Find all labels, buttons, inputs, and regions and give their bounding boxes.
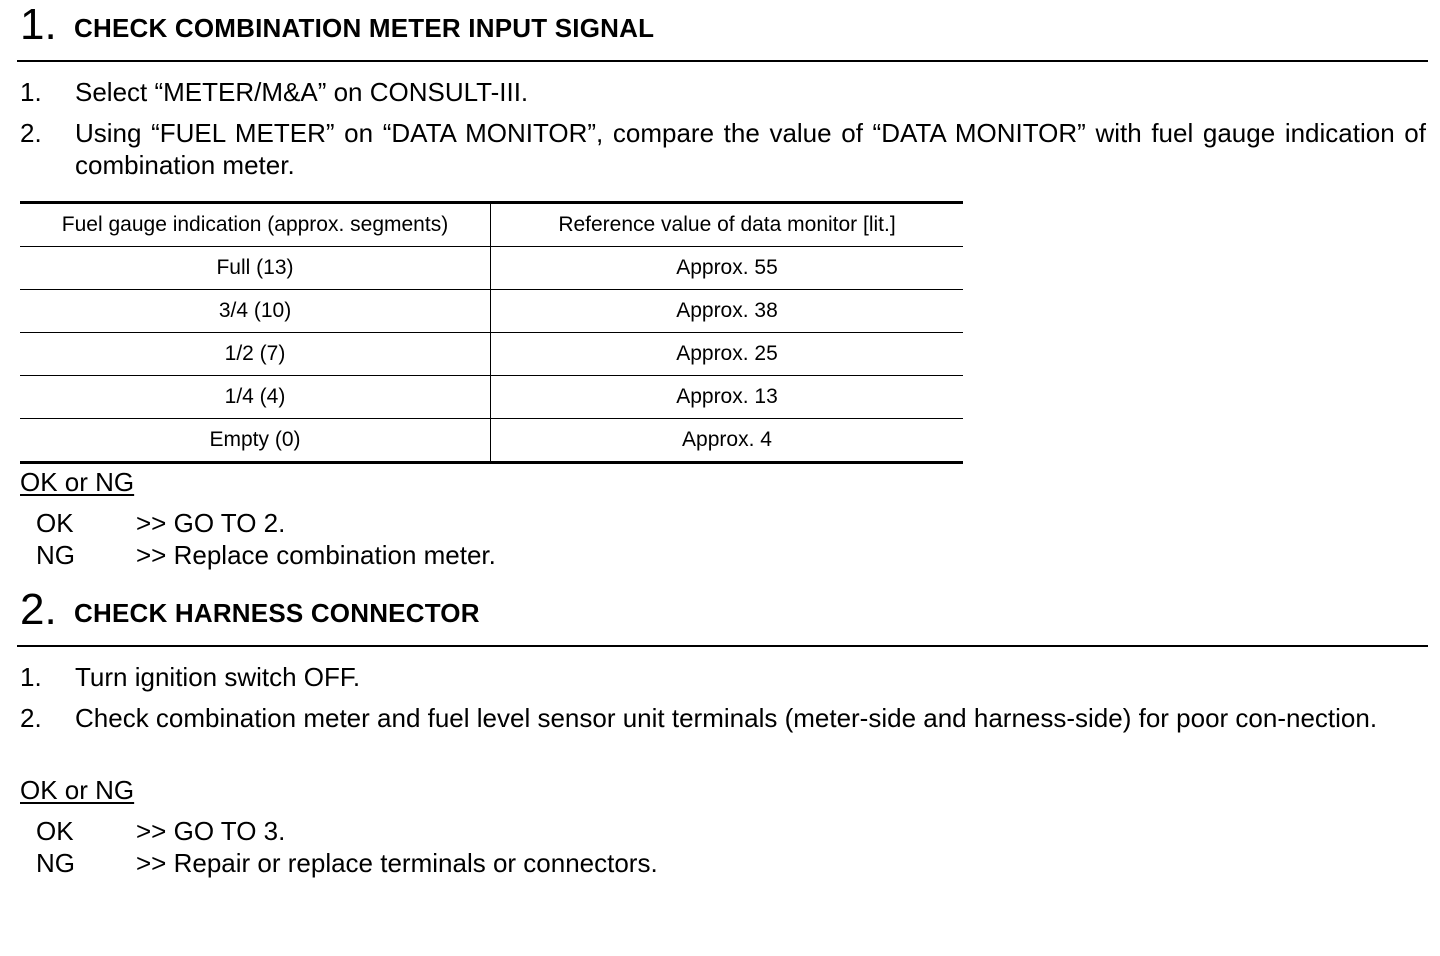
item-number: 2. [20,118,42,148]
item-text: Check combination meter and fuel level sensor unit terminals (meter-side and harness-side) for poor con-nection. [75,703,1378,733]
result-value: >> GO TO 2. [136,508,286,538]
result-key: OK [36,508,74,538]
table-cell: Full (13) [20,247,491,290]
table-cell: 3/4 (10) [20,290,491,333]
table-row [20,419,963,463]
table-cell: Approx. 55 [491,247,964,290]
step-1-number: 1. [20,0,57,49]
item-number: 1. [20,662,42,692]
step-1-title: CHECK COMBINATION METER INPUT SIGNAL [74,13,655,43]
table-cell: Approx. 38 [491,290,964,333]
item-text: Turn ignition switch OFF. [75,662,361,692]
ok-or-ng-label: OK or NG [20,467,135,497]
step-1-rule [17,60,1428,62]
table-cell: 1/2 (7) [20,333,491,376]
table-row [20,376,963,419]
result-value: >> Replace combination meter. [136,540,496,570]
table-cell: 1/4 (4) [20,376,491,419]
table-cell: Approx. 13 [491,376,964,419]
result-value: >> Repair or replace terminals or connectors. [136,848,658,878]
step-2-rule [17,645,1428,647]
step-2-heading [20,586,1428,636]
result-key: NG [36,848,75,878]
table-cell: Empty (0) [20,419,491,463]
table-row [20,333,963,376]
step-2-number: 2. [20,585,57,634]
step-1-heading [20,1,1428,51]
table-row [20,290,963,333]
ok-or-ng-label: OK or NG [20,775,135,805]
item-text: Using “FUEL METER” on “DATA MONITOR”, compare the value of “DATA MONITOR” with fuel gauge indication of combination meter. [75,118,1426,180]
result-value: >> GO TO 3. [136,816,286,846]
table-header-cell: Fuel gauge indication (approx. segments) [20,203,491,247]
table-row [20,247,963,290]
item-text: Select “METER/M&A” on CONSULT-III. [75,77,529,107]
table-cell: Approx. 25 [491,333,964,376]
table-header-row [20,203,963,247]
step-2-title: CHECK HARNESS CONNECTOR [74,598,480,628]
table-cell: Approx. 4 [491,419,964,463]
fuel-gauge-table [20,201,963,464]
result-key: OK [36,816,74,846]
table-header-cell: Reference value of data monitor [lit.] [491,203,964,247]
result-key: NG [36,540,75,570]
item-number: 1. [20,77,42,107]
item-number: 2. [20,703,42,733]
